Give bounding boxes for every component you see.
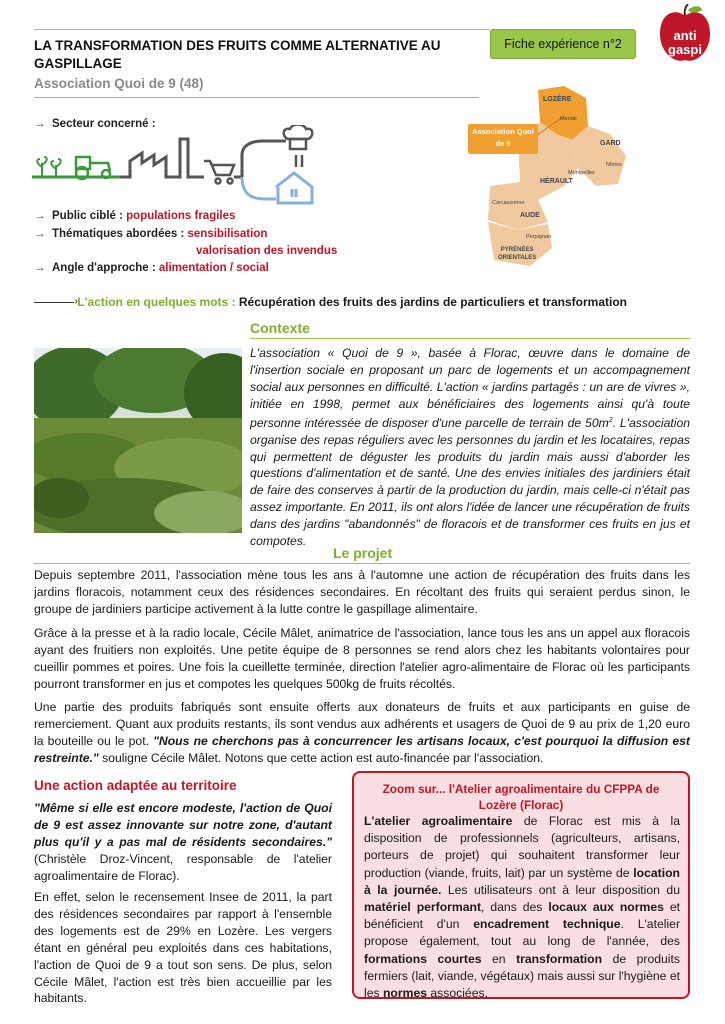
region-map [468, 82, 640, 272]
map-label-nimes: Nîmes [606, 162, 622, 168]
cart-icon [204, 161, 234, 184]
garden-photo [34, 348, 242, 533]
public-line: → Public ciblé : populations fragiles [34, 210, 236, 222]
territoire-heading: Une action adaptée au territoire [34, 778, 237, 793]
factory-icon [120, 139, 204, 177]
map-label-montpellier: Montpellier [568, 170, 595, 176]
page-title: LA TRANSFORMATION DES FRUITS COMME ALTERNATIVE AU GASPILLAGE [34, 38, 441, 71]
contexte-heading: Contexte [250, 320, 310, 336]
map-label-perpignan: Perpignan [526, 234, 552, 240]
themes-line: → Thématiques abordées : sensibilisation [34, 228, 268, 240]
map-label-aude: AUDE [520, 212, 540, 219]
secteur-line: → Secteur concerné : [34, 118, 156, 130]
map-label-pyrenees: PYRÉNÉES ORIENTALES [498, 247, 537, 261]
zoom-text: L'atelier agroalimentaire de Florac est mis à la disposition de professionnels (agriculteurs, artisans, porteurs de projet) qui souhaitent transformer leur production (viande, fruits, lait) par un système de location à la journée. Les utilisateurs ont à leur disposition du matériel performant, dans des locaux aux normes et bénéficient d'un encadrement technique. L'atelier propose également, tout au long de l'année, des formations courtes en transformation de produits fermiers (lait, viande, végétaux) mais aussi sur l'hygiène et les normes associées. [364, 814, 681, 1001]
summary-line: › L'action en quelques mots : Récupération des fruits des jardins de particuliers et transformation [34, 295, 674, 309]
map-label-carcassonne: Carcassonne [492, 200, 525, 206]
map-label-lozere: LOZÈRE [543, 96, 572, 103]
angle-line: → Angle d'approche : alimentation / social [34, 262, 269, 274]
anti-gaspi-logo [656, 4, 714, 66]
logo-text-anti: anti [673, 28, 697, 43]
themes-line-2: valorisation des invendus [196, 245, 338, 257]
projet-p3: Une partie des produits fabriqués sont ensuite offerts aux donateurs de fruits et aux participants en guise de remerciement. Quant aux produits restants, ils sont vendus aux adhérents et usagers de Quoi de 9 au prix de 1,20 euro la bouteille ou le pot. "Nous ne cherchons pas à concurrencer les artisans locaux, c'est pourquoi la diffusion est restreinte." souligne Cécile Mâlet. Notons que cette action est auto-financée par l'association. [34, 700, 690, 765]
map-label-herault: HÉRAULT [540, 178, 573, 185]
zoom-box [352, 771, 690, 999]
secteur-pictogram [30, 125, 330, 205]
plant-icon [37, 157, 47, 177]
projet-heading: Le projet [333, 545, 393, 561]
territoire-p2: En effet, selon le recensement Insee de 2011, la part des résidences secondaires par rapport à l'ensemble des logements est de 29% en Lozère. Les vergers étant en général peu exploités dans ces habitations, l'action de Quoi de 9 a tout son sens. De plus, selon Cécile Mâlet, l'action est très bien accueillie par les habitants. [34, 890, 332, 1006]
map-gard [572, 126, 626, 186]
projet-p1: Depuis septembre 2011, l'association mène tous les ans à l'automne une action de récupération des fruits dans les jardins floracois, notamment ceux des résidences secondaires. En récoltant des fruits qui seraient perdus sinon, le groupe de jardiniers participe activement à la lutte contre le gaspillage alimentaire. [34, 568, 690, 616]
map-association-box: Association Quoi de 9 [468, 124, 538, 154]
fiche-badge: Fiche expérience n°2 [490, 29, 636, 59]
arrow-icon: → [34, 118, 46, 130]
projet-rule [34, 563, 690, 564]
contexte-rule [250, 338, 690, 339]
top-rule [34, 29, 490, 30]
projet-p2: Grâce à la presse et à la radio locale, Cécile Mâlet, animatrice de l'association, lance tous les ans un appel aux floracois ayant des fruitiers non exploités. Une petite équipe de 8 personnes se rend alors chez les habitants volontaires pour cueillir pommes et poires. Une fois la cueillette terminée, direction l'atelier agro-alimentaire de Florac où les participants pourront transformer en jus et compotes les quelques 500kg de fruits récoltés. [34, 626, 690, 691]
logo-text-gaspi: gaspi [668, 42, 702, 57]
chef-hat-icon [284, 125, 313, 167]
territoire-quote: "Même si elle est encore modeste, l'action de Quoi de 9 est assez innovante sur notre zone, d'autant plus qu'il y a pas mal de résidents secondaires." (Christèle Droz-Vincent, responsable de l'atelier agroalimentaire de Florac). [34, 801, 332, 883]
zoom-title: Zoom sur... l'Atelier agroalimentaire du CFPPA de Lozère (Florac) [382, 782, 660, 812]
page-subtitle: Association Quoi de 9 (48) [34, 76, 204, 91]
map-label-gard: GARD [600, 140, 621, 147]
long-arrow-icon: › [34, 302, 74, 303]
title-rule [34, 97, 479, 98]
contexte-text: L'association « Quoi de 9 », basée à Florac, œuvre dans le domaine de l'insertion sociale en proposant un parc de logements et un accompagnement social aux personnes en difficulté. L'action « jardins partagés : un are de vivres », initiée en 1998, permet aux bénéficiaires des logements ainsi qu'à toute personne intéressée de disposer d'une parcelle de terrain de $50m^2$. L'association organise des repas réguliers avec les personnes du jardin et les locataires, repas qui permettent de déguster les produits du jardin mais aussi d'aborder les questions d'alimentation et de santé. Une des envies initiales des jardiniers était de faire des conserves à partir de la production du jardin, mais celle-ci n'était pas assez importante. En 2011, ils ont alors l'idée de lancer une récupération de fruits dans des jardins "abandonnés" de floracois et de transformer ces fruits en jus et compotes. [250, 346, 690, 549]
map-label-mende: Mende [560, 116, 577, 122]
house-icon [276, 173, 312, 203]
